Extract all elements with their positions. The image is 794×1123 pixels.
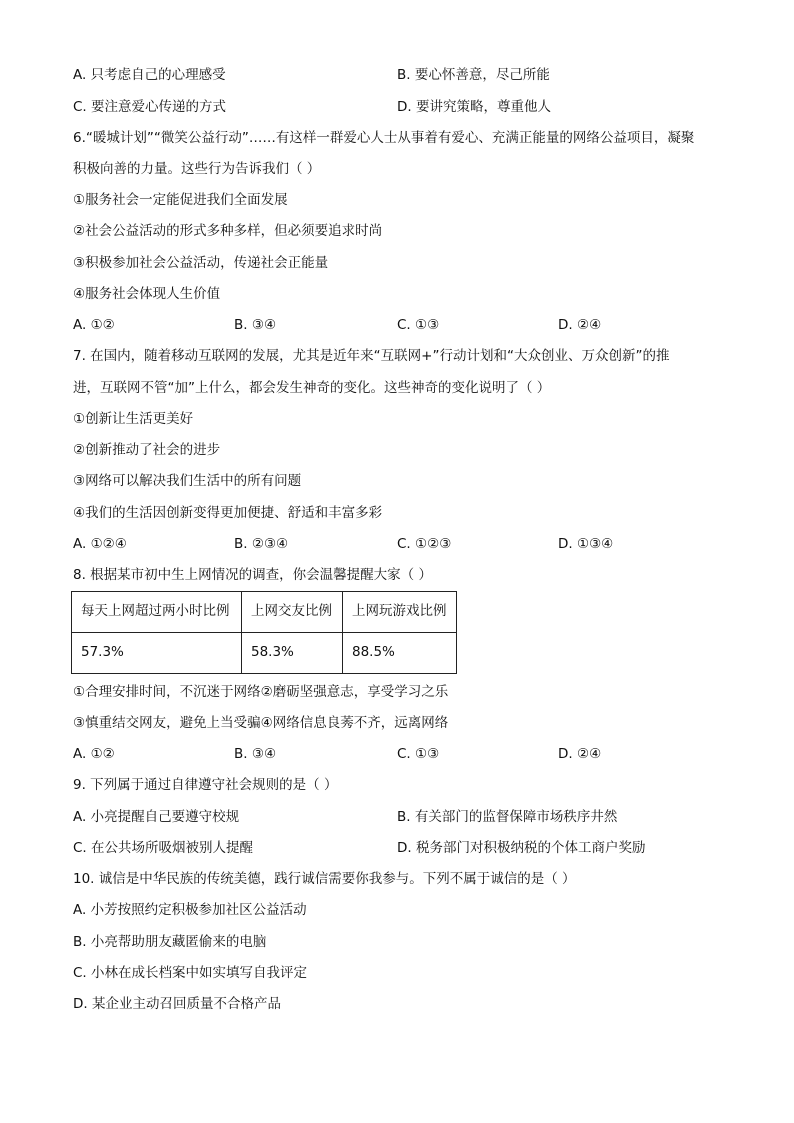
q8-option-a: A. ①② — [73, 746, 115, 762]
q9-option-c: C. 在公共场所吸烟被别人提醒 — [73, 840, 254, 856]
q8-statement-line1: ①合理安排时间，不沉迷于网络②磨砺坚强意志，享受学习之乐 — [73, 684, 449, 700]
table-header-row — [72, 592, 457, 633]
q7-option-b: B. ②③④ — [234, 536, 289, 552]
q9-option-a: A. 小亮提醒自己要遵守校规 — [73, 809, 240, 825]
q8-option-c: C. ①③ — [397, 746, 440, 762]
table-cell: 58.3% — [242, 633, 343, 674]
table-cell: 88.5% — [343, 633, 457, 674]
q6-option-d: D. ②④ — [558, 317, 602, 333]
q8-stem: 8. 根据某市初中生上网情况的调查，你会温馨提醒大家（ ） — [73, 567, 432, 583]
q10-option-a: A. 小芳按照约定积极参加社区公益活动 — [73, 902, 307, 918]
q9-option-d: D. 税务部门对积极纳税的个体工商户奖励 — [397, 840, 646, 856]
q8-survey-table — [71, 591, 457, 674]
q7-statement-2: ②创新推动了社会的进步 — [73, 442, 221, 458]
q7-stem-line2: 进，互联网不管“加”上什么，都会发生神奇的变化。这些神奇的变化说明了（ ） — [73, 380, 551, 396]
q6-stem-line1: 6.“暖城计划”“微笑公益行动”……有这样一群爱心人士从事着有爱心、充满正能量的网络公益项目，凝聚 — [73, 130, 695, 146]
q10-option-d: D. 某企业主动召回质量不合格产品 — [73, 996, 281, 1012]
q5-option-d: D. 要讲究策略，尊重他人 — [397, 99, 551, 115]
q6-option-a: A. ①② — [73, 317, 115, 333]
q7-statement-3: ③网络可以解决我们生活中的所有问题 — [73, 473, 302, 489]
q7-statement-4: ④我们的生活因创新变得更加便捷、舒适和丰富多彩 — [73, 505, 383, 521]
q6-statement-2: ②社会公益活动的形式多种多样，但必须要追求时尚 — [73, 223, 383, 239]
q5-option-c: C. 要注意爱心传递的方式 — [73, 99, 227, 115]
q5-option-b: B. 要心怀善意，尽己所能 — [397, 67, 550, 83]
q6-option-c: C. ①③ — [397, 317, 440, 333]
q6-statement-4: ④服务社会体现人生价值 — [73, 286, 221, 302]
q10-option-b: B. 小亮帮助朋友藏匿偷来的电脑 — [73, 934, 267, 950]
table-header-cell: 每天上网超过两小时比例 — [72, 592, 242, 633]
q6-stem-line2: 积极向善的力量。这些行为告诉我们（ ） — [73, 161, 321, 177]
q7-statement-1: ①创新让生活更美好 — [73, 411, 194, 427]
q6-statement-3: ③积极参加社会公益活动，传递社会正能量 — [73, 255, 329, 271]
q6-option-b: B. ③④ — [234, 317, 277, 333]
q8-option-d: D. ②④ — [558, 746, 602, 762]
q7-option-d: D. ①③④ — [558, 536, 614, 552]
table-row — [72, 633, 457, 674]
q10-option-c: C. 小林在成长档案中如实填写自我评定 — [73, 965, 308, 981]
q7-option-c: C. ①②③ — [397, 536, 452, 552]
q9-stem: 9. 下列属于通过自律遵守社会规则的是（ ） — [73, 777, 338, 793]
q5-option-a: A. 只考虑自己的心理感受 — [73, 67, 226, 83]
table-header-cell: 上网玩游戏比例 — [343, 592, 457, 633]
q7-option-a: A. ①②④ — [73, 536, 127, 552]
table-cell: 57.3% — [72, 633, 242, 674]
q7-stem-line1: 7. 在国内，随着移动互联网的发展，尤其是近年来“互联网+”行动计划和“大众创业、万众创新”的推 — [73, 348, 670, 364]
q10-stem: 10. 诚信是中华民族的传统美德，践行诚信需要你我参与。下列不属于诚信的是（ ） — [73, 871, 576, 887]
q8-option-b: B. ③④ — [234, 746, 277, 762]
table-header-cell: 上网交友比例 — [242, 592, 343, 633]
q8-statement-line2: ③慎重结交网友，避免上当受骗④网络信息良莠不齐，远离网络 — [73, 715, 449, 731]
q6-statement-1: ①服务社会一定能促进我们全面发展 — [73, 192, 288, 208]
q9-option-b: B. 有关部门的监督保障市场秩序井然 — [397, 809, 618, 825]
